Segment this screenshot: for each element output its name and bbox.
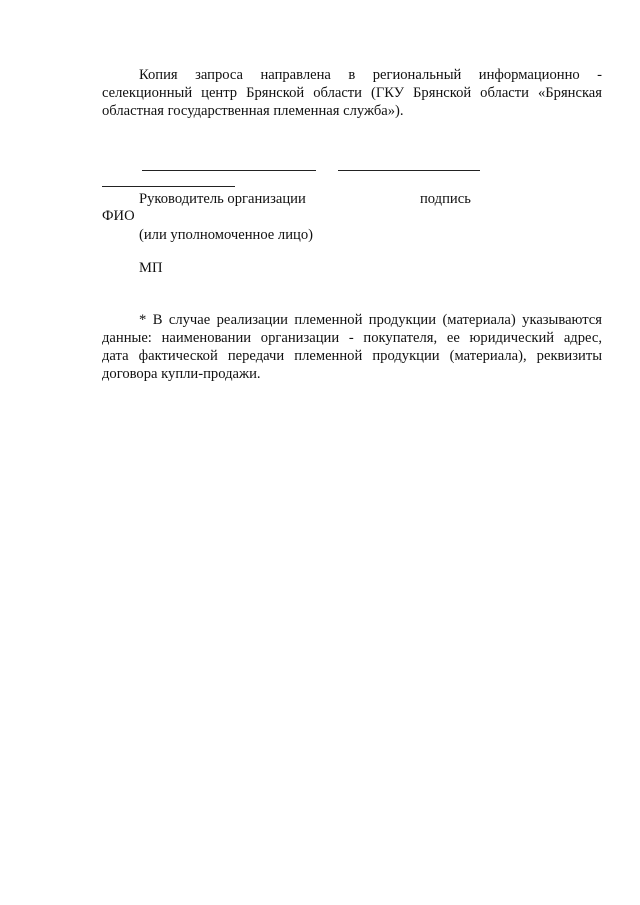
authorized-person-label: (или уполномоченное лицо) — [139, 227, 313, 243]
footnote-line: договора купли-продажи. — [102, 366, 261, 382]
footnote-paragraph — [102, 311, 602, 383]
fio-line — [102, 186, 235, 187]
head-name-signature-line — [142, 170, 316, 171]
signature-line — [338, 170, 480, 171]
head-of-organization-label: Руководитель организации — [139, 191, 306, 207]
fio-label: ФИО — [102, 208, 135, 224]
stamp-place-label: МП — [139, 260, 163, 276]
footnote-line: * В случае реализации племенной продукции (материала) указываются — [139, 312, 602, 328]
footnote-line: данные: наименовании организации - покупателя, ее юридический адрес, — [102, 330, 602, 346]
copy-notice-line: Копия запроса направлена в региональный информационно - — [139, 67, 602, 83]
copy-notice-paragraph — [102, 66, 602, 120]
footnote-line: дата фактической передачи племенной продукции (материала), реквизиты — [102, 348, 602, 364]
copy-notice-line: областная государственная племенная служба»). — [102, 103, 404, 119]
signature-label: подпись — [420, 191, 471, 207]
copy-notice-line: селекционный центр Брянской области (ГКУ Брянской области «Брянская — [102, 85, 602, 101]
